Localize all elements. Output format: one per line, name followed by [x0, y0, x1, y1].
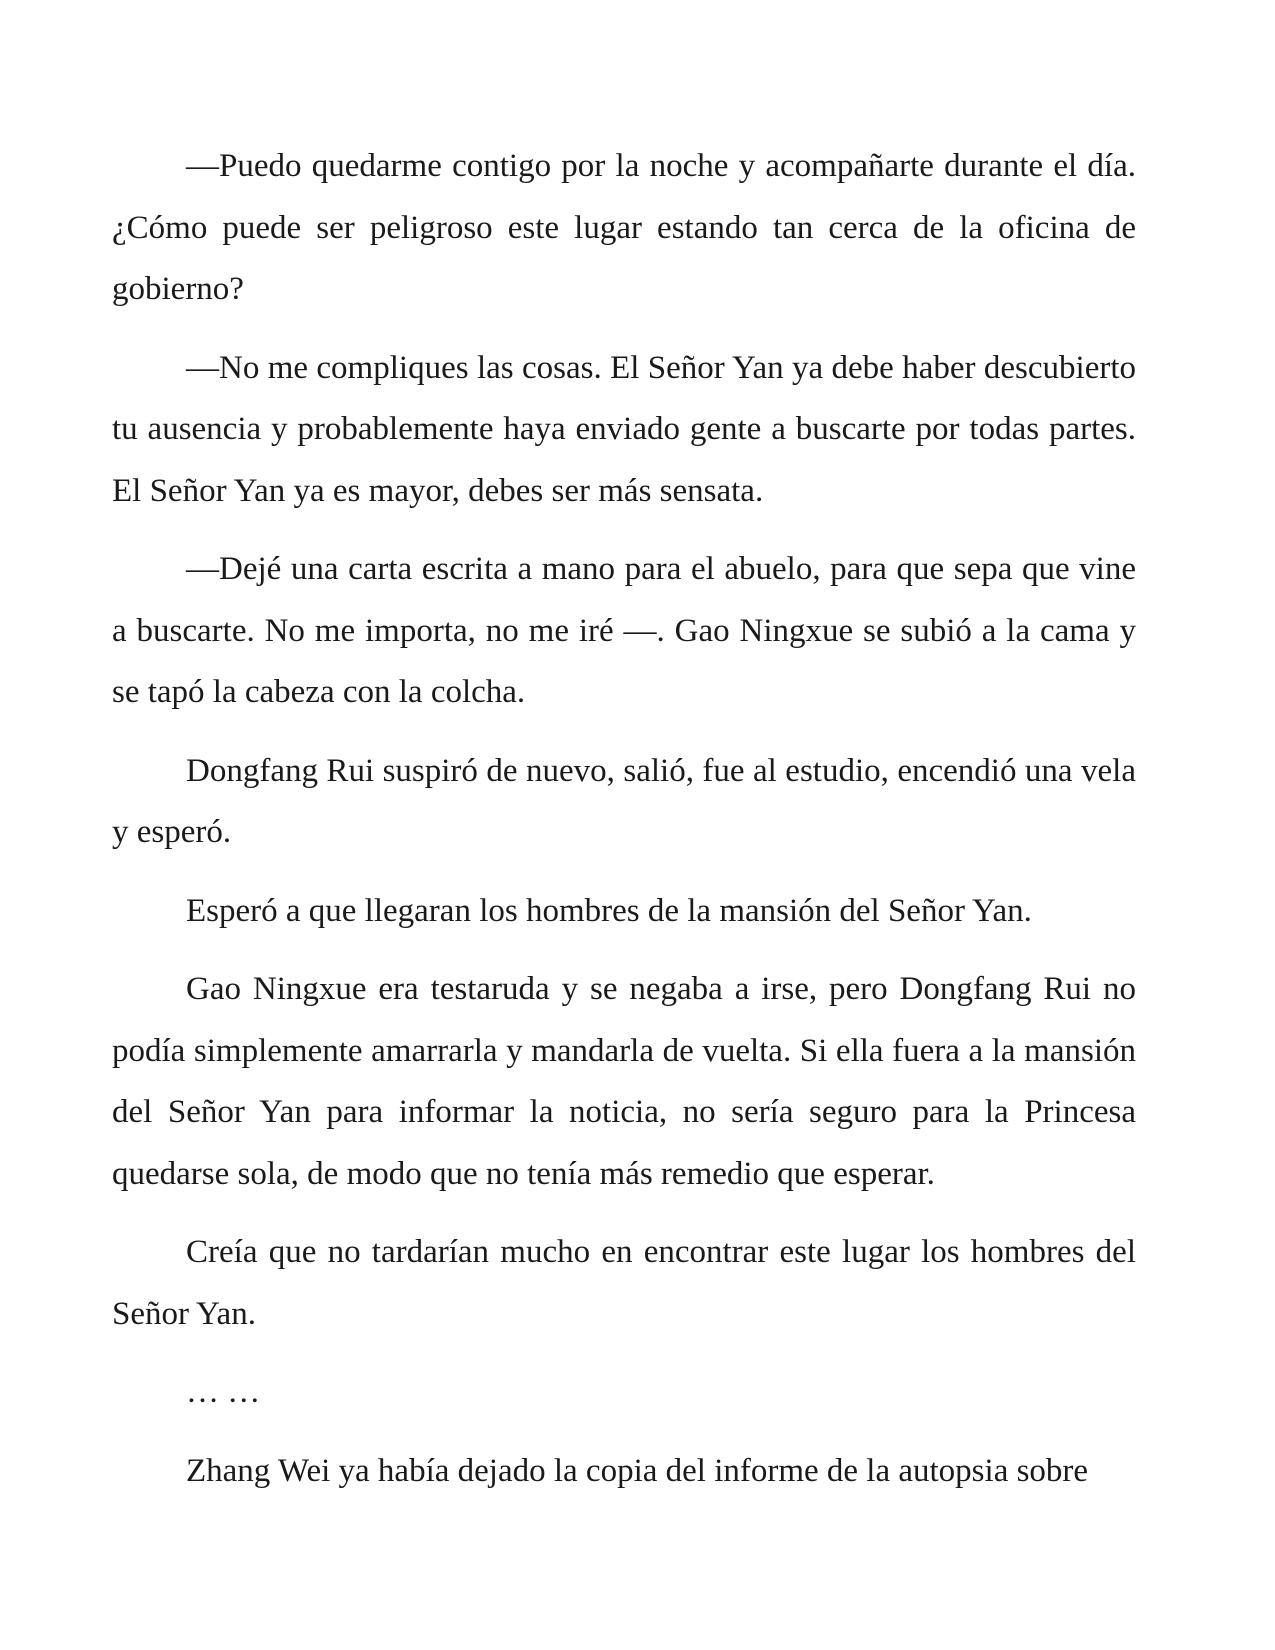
- paragraph: —Dejé una carta escrita a mano para el abuelo, para que sepa que vine a buscarte. No me importa, no me iré —. Gao Ningxue se subió a la cama y se tapó la cabeza con la colcha.: [112, 551, 1136, 710]
- paragraph: Gao Ningxue era testaruda y se negaba a irse, pero Dongfang Rui no podía simplemente amarrarla y mandarla de vuelta. Si ella fuera a la mansión del Señor Yan para informar la noticia, no sería seguro para la Princesa quedarse sola, de modo que no tenía más remedio que esperar.: [112, 971, 1136, 1192]
- paragraph: Zhang Wei ya había dejado la copia del informe de la autopsia sobre: [186, 1452, 1089, 1489]
- paragraph: Creía que no tardarían mucho en encontrar este lugar los hombres del Señor Yan.: [112, 1234, 1136, 1332]
- paragraph: Dongfang Rui suspiró de nuevo, salió, fue al estudio, encendió una vela y esperó.: [112, 752, 1136, 850]
- paragraph: —No me compliques las cosas. El Señor Yan ya debe haber descubierto tu ausencia y probablemente haya enviado gente a buscarte por todas partes. El Señor Yan ya es mayor, debes ser más sensata.: [112, 349, 1136, 509]
- paragraph: —Puedo quedarme contigo por la noche y acompañarte durante el día. ¿Cómo puede ser peligroso este lugar estando tan cerca de la oficina de gobierno?: [112, 148, 1136, 307]
- paragraph: Esperó a que llegaran los hombres de la mansión del Señor Yan.: [186, 892, 1032, 929]
- scene-break: … …: [186, 1374, 261, 1410]
- body-text: [112, 136, 1136, 1519]
